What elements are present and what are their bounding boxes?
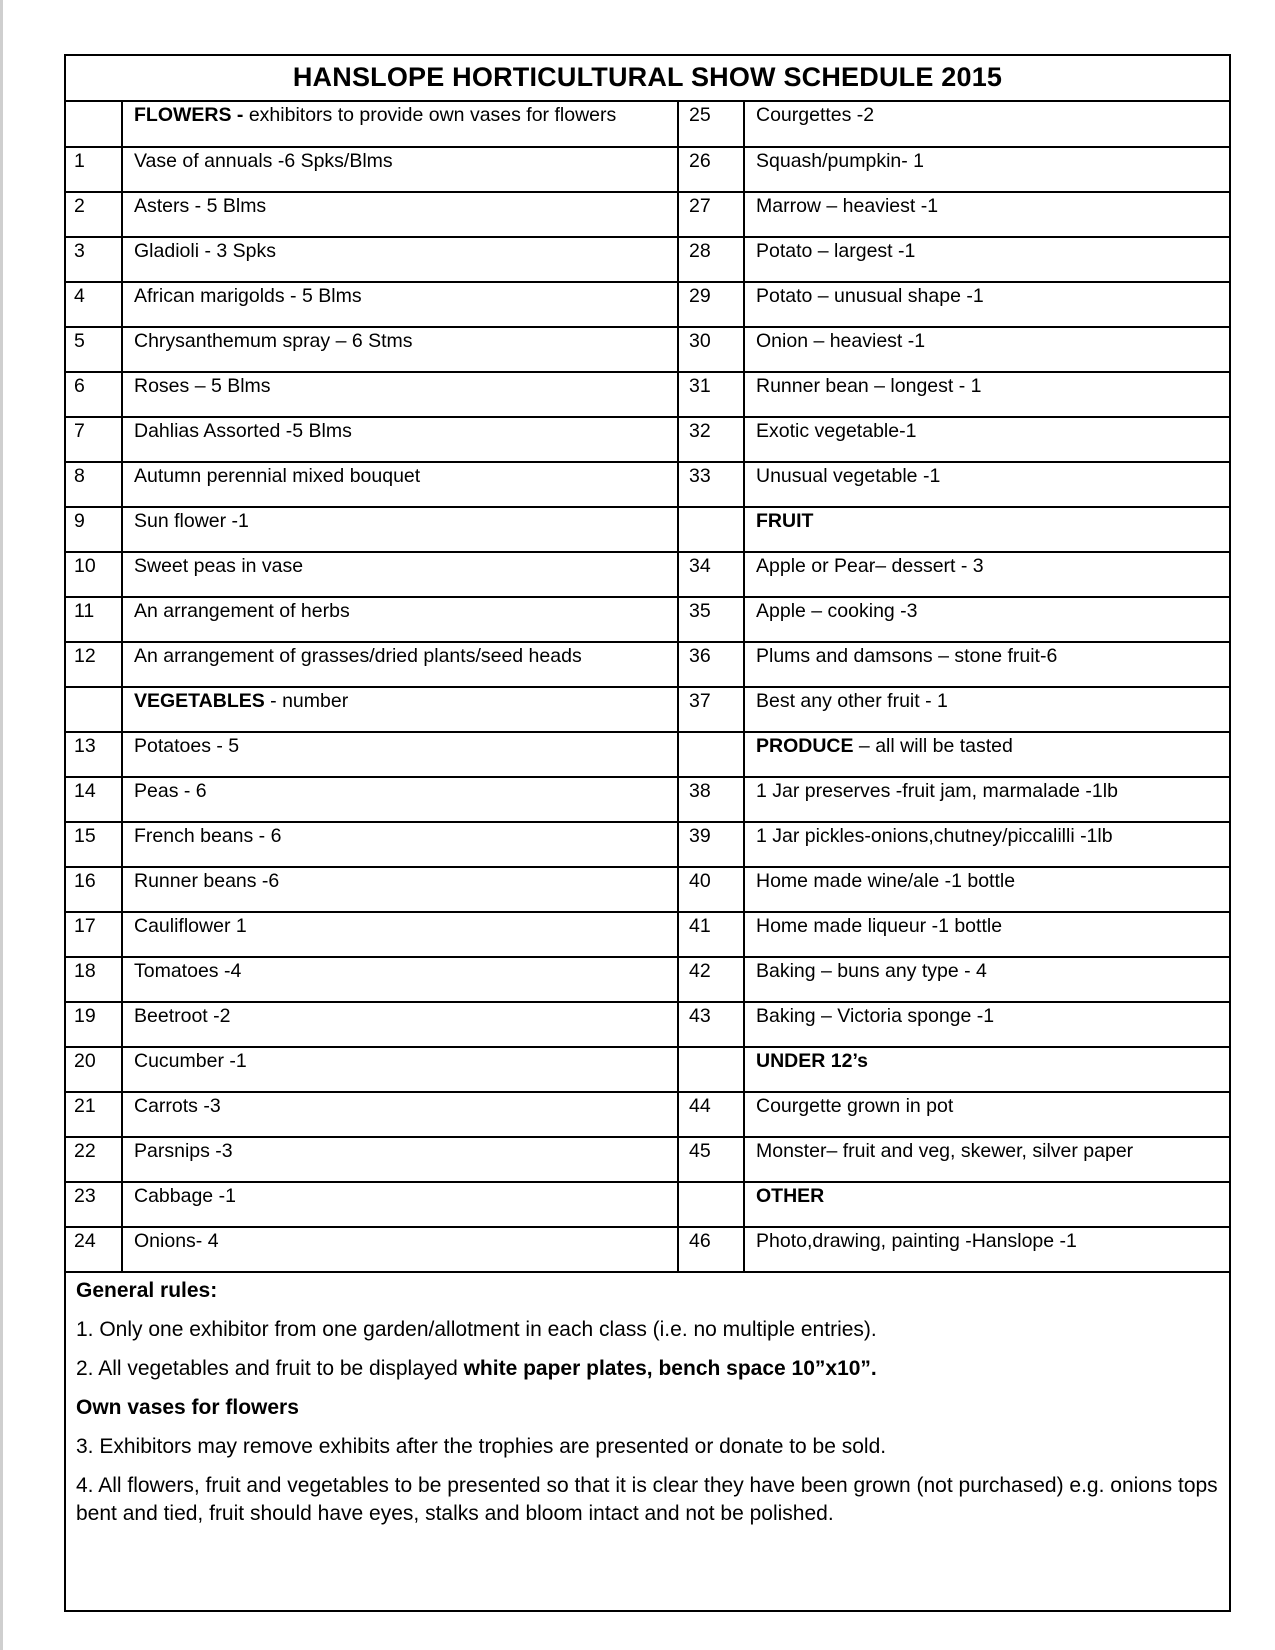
class-text: Plums and damsons – stone fruit-6 bbox=[756, 645, 1058, 667]
class-description bbox=[122, 147, 678, 192]
section-heading: FRUIT bbox=[756, 510, 814, 532]
class-number: 4 bbox=[66, 282, 122, 327]
class-description bbox=[122, 912, 678, 957]
class-description bbox=[122, 597, 678, 642]
table-row bbox=[66, 867, 1229, 912]
class-text: Squash/pumpkin- 1 bbox=[756, 150, 925, 172]
class-text: exhibitors to provide own vases for flowers bbox=[243, 104, 617, 126]
class-number: 46 bbox=[678, 1227, 744, 1272]
class-text: Runner beans -6 bbox=[134, 870, 280, 892]
section-heading: FLOWERS - bbox=[134, 104, 244, 126]
class-description bbox=[744, 417, 1229, 462]
rules-heading: General rules: bbox=[76, 1279, 218, 1302]
class-number: 3 bbox=[66, 237, 122, 282]
class-number bbox=[678, 507, 744, 552]
class-number: 21 bbox=[66, 1092, 122, 1137]
page-edge bbox=[0, 0, 3, 1650]
class-text: Carrots -3 bbox=[134, 1095, 221, 1117]
class-text: Dahlias Assorted -5 Blms bbox=[134, 420, 352, 442]
class-description bbox=[744, 642, 1229, 687]
class-number: 16 bbox=[66, 867, 122, 912]
class-number: 26 bbox=[678, 147, 744, 192]
class-text: Apple or Pear– dessert - 3 bbox=[756, 555, 984, 577]
table-row bbox=[66, 327, 1229, 372]
class-description bbox=[744, 912, 1229, 957]
class-description bbox=[744, 552, 1229, 597]
rules-subheading: Own vases for flowers bbox=[76, 1396, 299, 1419]
table-row bbox=[66, 1137, 1229, 1182]
class-description bbox=[122, 732, 678, 777]
class-description bbox=[122, 1002, 678, 1047]
class-number: 32 bbox=[678, 417, 744, 462]
class-number: 41 bbox=[678, 912, 744, 957]
table-row bbox=[66, 192, 1229, 237]
class-description bbox=[122, 1047, 678, 1092]
table-row bbox=[66, 462, 1229, 507]
class-number: 35 bbox=[678, 597, 744, 642]
class-number: 24 bbox=[66, 1227, 122, 1272]
class-description bbox=[122, 417, 678, 462]
table-row bbox=[66, 417, 1229, 462]
class-text: Apple – cooking -3 bbox=[756, 600, 918, 622]
section-heading: OTHER bbox=[756, 1185, 825, 1207]
class-number: 43 bbox=[678, 1002, 744, 1047]
table-row bbox=[66, 1092, 1229, 1137]
table-row bbox=[66, 957, 1229, 1002]
class-description bbox=[744, 102, 1229, 147]
table-row bbox=[66, 1002, 1229, 1047]
class-description bbox=[744, 507, 1229, 552]
table-row bbox=[66, 1182, 1229, 1227]
class-description bbox=[122, 957, 678, 1002]
class-description bbox=[122, 687, 678, 732]
class-description bbox=[744, 462, 1229, 507]
class-number: 31 bbox=[678, 372, 744, 417]
class-text: Best any other fruit - 1 bbox=[756, 690, 948, 712]
class-text: Asters - 5 Blms bbox=[134, 195, 267, 217]
class-number: 14 bbox=[66, 777, 122, 822]
class-number: 10 bbox=[66, 552, 122, 597]
class-description bbox=[744, 687, 1229, 732]
class-description bbox=[744, 822, 1229, 867]
class-text: Sun flower -1 bbox=[134, 510, 249, 532]
class-description bbox=[122, 1092, 678, 1137]
class-description bbox=[122, 1137, 678, 1182]
class-number: 37 bbox=[678, 687, 744, 732]
class-number: 45 bbox=[678, 1137, 744, 1182]
class-number: 28 bbox=[678, 237, 744, 282]
class-text: Chrysanthemum spray – 6 Stms bbox=[134, 330, 413, 352]
class-text: Exotic vegetable-1 bbox=[756, 420, 917, 442]
class-text: Gladioli - 3 Spks bbox=[134, 240, 276, 262]
rule-2-text: 2. All vegetables and fruit to be displayed bbox=[76, 1357, 464, 1380]
class-text: 1 Jar preserves -fruit jam, marmalade -1lb bbox=[756, 780, 1118, 802]
table-row bbox=[66, 732, 1229, 777]
class-text: Home made liqueur -1 bottle bbox=[756, 915, 1003, 937]
schedule-table bbox=[66, 102, 1229, 1273]
class-description bbox=[122, 237, 678, 282]
class-number: 7 bbox=[66, 417, 122, 462]
class-description bbox=[744, 192, 1229, 237]
class-number: 23 bbox=[66, 1182, 122, 1227]
class-text: Courgettes -2 bbox=[756, 104, 875, 126]
class-description bbox=[122, 102, 678, 147]
table-row bbox=[66, 102, 1229, 147]
table-row bbox=[66, 822, 1229, 867]
class-description bbox=[122, 552, 678, 597]
class-description bbox=[744, 732, 1229, 777]
class-text: Autumn perennial mixed bouquet bbox=[134, 465, 421, 487]
table-row bbox=[66, 912, 1229, 957]
class-text: Potatoes - 5 bbox=[134, 735, 240, 757]
class-description bbox=[122, 192, 678, 237]
table-row bbox=[66, 1047, 1229, 1092]
class-description bbox=[744, 867, 1229, 912]
class-text: – all will be tasted bbox=[853, 735, 1013, 757]
section-heading: UNDER 12’s bbox=[756, 1050, 868, 1072]
class-number: 39 bbox=[678, 822, 744, 867]
class-description bbox=[744, 1182, 1229, 1227]
class-number: 6 bbox=[66, 372, 122, 417]
class-description bbox=[122, 1227, 678, 1272]
table-row bbox=[66, 597, 1229, 642]
table-row bbox=[66, 372, 1229, 417]
class-number: 42 bbox=[678, 957, 744, 1002]
class-number: 29 bbox=[678, 282, 744, 327]
table-row bbox=[66, 777, 1229, 822]
class-description bbox=[744, 1047, 1229, 1092]
class-text: Vase of annuals -6 Spks/Blms bbox=[134, 150, 393, 172]
class-description bbox=[122, 867, 678, 912]
class-number: 13 bbox=[66, 732, 122, 777]
class-number: 15 bbox=[66, 822, 122, 867]
rule-2 bbox=[76, 1355, 1219, 1383]
class-description bbox=[744, 1227, 1229, 1272]
schedule-frame bbox=[64, 54, 1231, 1612]
class-number: 25 bbox=[678, 102, 744, 147]
class-text: Tomatoes -4 bbox=[134, 960, 242, 982]
table-row bbox=[66, 147, 1229, 192]
class-text: 1 Jar pickles-onions,chutney/piccalilli -1lb bbox=[756, 825, 1113, 847]
table-row bbox=[66, 687, 1229, 732]
class-number bbox=[66, 102, 122, 147]
class-description bbox=[122, 777, 678, 822]
section-heading: PRODUCE bbox=[756, 735, 854, 757]
class-number: 33 bbox=[678, 462, 744, 507]
schedule-table-body bbox=[66, 102, 1229, 1272]
class-number: 12 bbox=[66, 642, 122, 687]
class-text: Parsnips -3 bbox=[134, 1140, 233, 1162]
class-text: Roses – 5 Blms bbox=[134, 375, 271, 397]
class-text: An arrangement of herbs bbox=[134, 600, 350, 622]
class-description bbox=[744, 597, 1229, 642]
class-number: 17 bbox=[66, 912, 122, 957]
class-text: Potato – unusual shape -1 bbox=[756, 285, 984, 307]
class-text: Sweet peas in vase bbox=[134, 555, 304, 577]
class-number bbox=[678, 1182, 744, 1227]
class-number: 40 bbox=[678, 867, 744, 912]
table-row bbox=[66, 642, 1229, 687]
class-text: Home made wine/ale -1 bottle bbox=[756, 870, 1016, 892]
class-description bbox=[744, 327, 1229, 372]
class-number: 22 bbox=[66, 1137, 122, 1182]
class-description bbox=[122, 282, 678, 327]
class-text: French beans - 6 bbox=[134, 825, 282, 847]
class-number: 11 bbox=[66, 597, 122, 642]
class-description bbox=[744, 1002, 1229, 1047]
class-text: Peas - 6 bbox=[134, 780, 207, 802]
table-row bbox=[66, 237, 1229, 282]
class-text: Marrow – heaviest -1 bbox=[756, 195, 939, 217]
class-text: Baking – buns any type - 4 bbox=[756, 960, 987, 982]
class-number: 20 bbox=[66, 1047, 122, 1092]
class-text: Monster– fruit and veg, skewer, silver paper bbox=[756, 1140, 1134, 1162]
table-row bbox=[66, 282, 1229, 327]
class-description bbox=[744, 147, 1229, 192]
class-text: African marigolds - 5 Blms bbox=[134, 285, 362, 307]
class-text: - number bbox=[264, 690, 349, 712]
class-number: 27 bbox=[678, 192, 744, 237]
class-number: 19 bbox=[66, 1002, 122, 1047]
class-text: Baking – Victoria sponge -1 bbox=[756, 1005, 995, 1027]
rule-4: 4. All flowers, fruit and vegetables to be presented so that it is clear they have been grown (not purchased) e.g. onions tops bent and tied, fruit should have eyes, stalks and bloom intact and not be polished. bbox=[76, 1474, 1218, 1525]
class-number: 9 bbox=[66, 507, 122, 552]
class-number: 44 bbox=[678, 1092, 744, 1137]
class-description bbox=[122, 1182, 678, 1227]
class-description bbox=[122, 372, 678, 417]
table-row bbox=[66, 552, 1229, 597]
class-description bbox=[744, 1137, 1229, 1182]
class-description bbox=[744, 372, 1229, 417]
class-description bbox=[744, 777, 1229, 822]
class-description bbox=[122, 642, 678, 687]
class-text: Unusual vegetable -1 bbox=[756, 465, 941, 487]
class-description bbox=[744, 957, 1229, 1002]
section-heading: VEGETABLES bbox=[134, 690, 265, 712]
class-text: Potato – largest -1 bbox=[756, 240, 916, 262]
class-description bbox=[122, 462, 678, 507]
class-number: 1 bbox=[66, 147, 122, 192]
class-text: Cauliflower 1 bbox=[134, 915, 247, 937]
class-number bbox=[678, 1047, 744, 1092]
class-text: Onions- 4 bbox=[134, 1230, 219, 1252]
class-number: 36 bbox=[678, 642, 744, 687]
class-text: Cabbage -1 bbox=[134, 1185, 236, 1207]
rule-1: 1. Only one exhibitor from one garden/allotment in each class (i.e. no multiple entries). bbox=[76, 1318, 877, 1341]
table-row bbox=[66, 507, 1229, 552]
class-description bbox=[744, 237, 1229, 282]
class-number bbox=[66, 687, 122, 732]
class-number: 34 bbox=[678, 552, 744, 597]
class-number: 38 bbox=[678, 777, 744, 822]
class-description bbox=[122, 822, 678, 867]
class-number: 30 bbox=[678, 327, 744, 372]
class-text: Onion – heaviest -1 bbox=[756, 330, 926, 352]
class-description bbox=[122, 507, 678, 552]
class-text: Runner bean – longest - 1 bbox=[756, 375, 982, 397]
table-row bbox=[66, 1227, 1229, 1272]
class-number bbox=[678, 732, 744, 777]
class-number: 2 bbox=[66, 192, 122, 237]
class-text: Cucumber -1 bbox=[134, 1050, 247, 1072]
class-text: An arrangement of grasses/dried plants/seed heads bbox=[134, 645, 582, 667]
class-text: Courgette grown in pot bbox=[756, 1095, 954, 1117]
class-description bbox=[122, 327, 678, 372]
class-number: 8 bbox=[66, 462, 122, 507]
class-number: 5 bbox=[66, 327, 122, 372]
class-description bbox=[744, 282, 1229, 327]
class-text: Photo,drawing, painting -Hanslope -1 bbox=[756, 1230, 1077, 1252]
page-title: HANSLOPE HORTICULTURAL SHOW SCHEDULE 2015 bbox=[66, 56, 1229, 102]
class-text: Beetroot -2 bbox=[134, 1005, 231, 1027]
class-number: 18 bbox=[66, 957, 122, 1002]
general-rules bbox=[66, 1273, 1229, 1528]
rule-3: 3. Exhibitors may remove exhibits after the trophies are presented or donate to be sold. bbox=[76, 1435, 887, 1458]
rule-2-bold: white paper plates, bench space 10”x10”. bbox=[463, 1357, 877, 1380]
class-description bbox=[744, 1092, 1229, 1137]
